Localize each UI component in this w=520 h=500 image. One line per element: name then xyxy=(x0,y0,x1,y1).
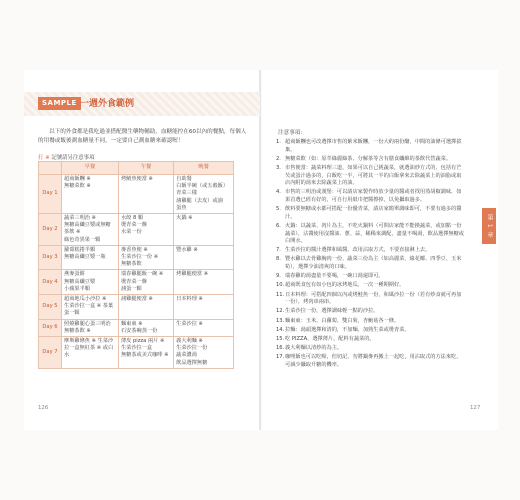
menu-line: 水 xyxy=(64,352,70,359)
day-cell: Day 5 xyxy=(39,295,62,320)
day-cell: Day 6 xyxy=(39,319,62,336)
menu-line: 麥香魚便 ※ xyxy=(120,246,148,253)
menu-line: 無糖茶或美式咖啡 ※ xyxy=(120,352,169,359)
table-row xyxy=(39,270,234,295)
note-text: 吃 PIZZA，選擇薄片，配料有蔬菜的。 xyxy=(285,335,375,342)
menu-line: 無糖茶飲 xyxy=(120,261,142,268)
menu-line: 無糖高纖豆漿 xyxy=(64,278,96,285)
sample-tag: SAMPLE xyxy=(38,97,81,110)
note-number: 7. xyxy=(276,247,281,254)
table-header-row xyxy=(39,162,234,175)
note-item xyxy=(276,282,466,290)
note-number: 6. xyxy=(276,222,281,229)
menu-line: 義大利麵 ※ xyxy=(176,338,203,345)
note-item xyxy=(276,256,466,271)
note-text: 義大利麵以清炒的為主。 xyxy=(285,345,343,352)
table-body xyxy=(39,175,234,369)
dinner-cell xyxy=(174,214,234,246)
menu-line: 燕麥蛋餅 xyxy=(64,271,85,278)
menu-line: 麵東東 ※ xyxy=(120,320,143,327)
menu-line: 摩斯雞條魚 ※ 生菜沙 xyxy=(64,338,114,345)
weekly-menu-table xyxy=(38,161,234,369)
menu-line: 滷蛋一顆 xyxy=(120,285,142,292)
menu-line: 烤雞腿便當 ※ xyxy=(176,271,209,278)
breakfast-cell xyxy=(62,270,119,295)
note-number: 13. xyxy=(276,317,285,324)
menu-line: 蘿蔔糕捲半顆 xyxy=(64,246,96,253)
menu-line: 無糖茶飲 ※ xyxy=(64,327,91,334)
chapter-side-tab: 第 1 章 xyxy=(482,208,496,244)
note-number: 8. xyxy=(276,256,281,263)
book-gutter xyxy=(259,70,261,430)
menu-line: 飲品選擇無糖 xyxy=(176,359,208,366)
day-cell: Day 1 xyxy=(39,175,62,214)
menu-line: 蔬菜三明治 ※ xyxy=(64,215,96,222)
note-item xyxy=(276,336,466,344)
note-text: 豐水雞以去骨雞胸肉一份、蔬菜三份為主（如高麗菜、綠花椰、四季豆、玉米筍），選擇少油清爽的口味。 xyxy=(285,256,462,271)
dinner-cell xyxy=(174,245,234,270)
note-number: 1. xyxy=(276,139,281,145)
note-text: 生菜沙拉一份，選擇調味輕一點的沙拉。 xyxy=(285,308,379,315)
note-text: 市售的三明治或漢堡：可以請店家製作時放少量的醬或者找用蒸胡椒調味，如果首選已經有好的，可自行用紙巾把醬擦掉，以免攝取過多。 xyxy=(285,189,462,203)
table-row xyxy=(39,214,234,246)
menu-line: 生菜沙拉一盒 ※ 茶葉 xyxy=(64,303,114,310)
note-number: 16. xyxy=(276,345,285,352)
note-item xyxy=(276,223,466,246)
breakfast-cell xyxy=(62,337,119,369)
breakfast-cell xyxy=(62,319,119,336)
note-text: 超商既食包有如小包的冰烤地瓜，一次一種期期好。 xyxy=(285,282,405,289)
table-row xyxy=(39,245,234,270)
note-item xyxy=(276,327,466,335)
table-row xyxy=(39,337,234,369)
dinner-cell xyxy=(174,270,234,295)
note-text: 生菜沙拉的醬汁選擇和風醬，改用沾取方式，不要直接淋上去。 xyxy=(285,247,431,254)
note-number: 3. xyxy=(276,164,281,171)
menu-line: 生菜沙拉一份 ※ xyxy=(120,254,159,261)
lunch-cell xyxy=(118,319,173,336)
menu-line: 無糖高纖豆漿一瓶 xyxy=(64,254,106,261)
menu-line: 豐水雞 ※ xyxy=(176,246,198,253)
note-text: 記號請另注意事項 xyxy=(51,155,95,161)
note-mark: 打 ※ xyxy=(38,155,50,161)
note-item xyxy=(276,206,466,221)
menu-line: 小蘋果半顆 xyxy=(64,285,90,292)
day-cell: Day 2 xyxy=(39,214,62,246)
lunch-cell xyxy=(118,245,173,270)
menu-line: 茶飲 ※ xyxy=(64,229,81,236)
menu-line: 火鍋 ※ xyxy=(176,215,193,222)
note-text: 無糖菜飲（如：原萃綠麗綠茶、分解茶等含有膳食纖維的茶飲代替蔬菜。 xyxy=(285,155,452,162)
note-item xyxy=(276,139,466,154)
note-item xyxy=(276,308,466,316)
menu-line: 滷雞腿（去皮）或滷 xyxy=(176,197,223,204)
lunch-cell xyxy=(118,175,173,214)
header-cell xyxy=(39,162,62,175)
menu-line: 水菜一份 xyxy=(120,229,142,236)
menu-line: 蔬菜濃湯 xyxy=(176,352,197,359)
note-item xyxy=(276,345,466,353)
note-item xyxy=(276,156,466,164)
dinner-cell xyxy=(174,295,234,320)
note-text: 飲料要無糖或水都可搭配一份優青菜，請店家簡單調味即可，不要有過多的醬汁。 xyxy=(285,206,462,220)
note-item xyxy=(276,189,466,204)
breakfast-cell xyxy=(62,245,119,270)
menu-line: 日本料理 ※ xyxy=(176,296,203,303)
breakfast-cell xyxy=(62,214,119,246)
lunch-cell xyxy=(118,214,173,246)
menu-line: 生菜沙拉 ※ xyxy=(176,320,203,327)
note-text: 麵東東：玉米，白蘿蔔，雙白菊，杏鮑菇各一條。 xyxy=(285,317,400,324)
breakfast-cell xyxy=(62,175,119,214)
menu-line: 烤鯖魚便當 ※ xyxy=(120,176,153,182)
note-item xyxy=(276,292,466,307)
note-item xyxy=(276,318,466,326)
note-text: 超商飯糰也可改選擇市售的紫米飯糰，一份大約兩份醣，中間的油條可選擇拔棄。 xyxy=(285,139,462,153)
note-number: 12. xyxy=(276,308,285,315)
menu-line: 水餃 8 顆 xyxy=(120,215,144,222)
note-number: 9. xyxy=(276,273,281,280)
breakfast-cell xyxy=(62,295,119,320)
notes-list xyxy=(276,139,466,371)
note-text: 市售便當：蔬菜料理三道，如果可以自己挑蔬菜，就選油炒方式的，包括有芒芡或蛋汁過多的，白飯吃一半，可將其一半的白飯拿來去除蔬菜上的油脂或取店內附的湯來去除蔬菜上的油。 xyxy=(285,164,462,187)
menu-line: 滷雞腿便當 ※ xyxy=(120,296,153,303)
menu-line: 綠色奇異果一顆 xyxy=(64,236,101,243)
menu-line: 薄皮 pizza 兩片 ※ xyxy=(120,338,165,345)
menu-line: 石安茶碗蒸一份 xyxy=(120,327,158,334)
notes-title: 注意事項： xyxy=(278,130,306,136)
note-text: 拉麵：湯頭選擇和清的，不加麵，加熟生菜或燙青菜。 xyxy=(285,326,410,333)
note-number: 11. xyxy=(276,291,285,298)
note-number: 5. xyxy=(276,206,281,213)
note-number: 15. xyxy=(276,335,285,342)
lunch-cell xyxy=(118,270,173,295)
day-cell: Day 7 xyxy=(39,337,62,369)
menu-line: 超商飯糰 ※ xyxy=(64,176,91,182)
note-number: 14. xyxy=(276,326,285,333)
table-row xyxy=(39,295,234,320)
menu-line: 白飯半碗（或五穀飯） xyxy=(176,183,229,190)
page-number-right: 127 xyxy=(470,405,481,411)
note-text: 瑞春雞的湯盡量不要喝，一碗口湯還即可。 xyxy=(285,273,384,280)
menu-line: 瑞春雞腿飯一碗 ※ xyxy=(120,271,164,278)
menu-line: 生菜沙拉一盒 xyxy=(120,345,153,352)
menu-line: 拉一盒無紅茶 ※ 或白 xyxy=(64,345,114,352)
note-item xyxy=(276,273,466,281)
note-label xyxy=(38,153,94,161)
table-row xyxy=(39,319,234,336)
dinner-cell xyxy=(174,175,234,214)
note-number: 10. xyxy=(276,282,285,289)
table-row xyxy=(39,175,234,214)
menu-line: 蛋一顆 xyxy=(64,310,80,317)
menu-line: 無糖高纖豆漿或無糖 xyxy=(64,222,111,229)
menu-line: 燙青菜一盤 xyxy=(120,222,147,229)
note-text: 咖哩飯也可以吃喔，但切記，勿將鍋麥再搬上一起吃，用沾取式的方法來吃，可減少攝取升糖的機率。 xyxy=(285,354,462,368)
header-cell: 晚餐 xyxy=(174,162,234,175)
note-text: 日本料理：可搭配四個以內或烤鮭魚一份，和風沙拉一份（若有炒食就可再加一份），烤肉串兩串。 xyxy=(285,291,462,306)
day-cell: Day 4 xyxy=(39,270,62,295)
intro-paragraph xyxy=(38,128,250,146)
menu-line: 無糖菜飲 ※ xyxy=(64,183,91,190)
header-cell: 午餐 xyxy=(118,162,173,175)
section-title: 一週外食範例 xyxy=(80,99,135,109)
note-number: 2. xyxy=(276,155,281,162)
note-item xyxy=(276,247,466,255)
header-cell: 早餐 xyxy=(62,162,119,175)
note-text: 火鍋：以蔬菜、肉片為主，不吃火鍋料（可問店家能不能換蔬菜，或加點一份蔬菜），沾醬使用沒醬油、蔥、蒜，稀稀來調配，盡量不喝湯，飲品選擇無糖或白開水。 xyxy=(285,222,464,245)
dinner-cell xyxy=(174,337,234,369)
intro-text: 以下的外食都是我吃過並搭配醫生藥物輔助，血糖能控在60以內的餐點，每個人的用餐或飯後測血糖量不同，一定要自己測血糖來確認喔！ xyxy=(38,129,247,144)
menu-line: 蛋魚 xyxy=(176,204,187,211)
note-number: 17. xyxy=(276,354,285,361)
menu-line: 自助餐 xyxy=(176,176,192,182)
page-number-left: 126 xyxy=(38,405,49,411)
menu-line: 照燒雞腿心蛋三明治 xyxy=(64,320,111,327)
lunch-cell xyxy=(118,337,173,369)
note-item xyxy=(276,354,466,369)
menu-line: 超商地瓜小沙拉 ※ xyxy=(64,296,107,303)
menu-line: 燙青菜一盤 xyxy=(120,278,147,285)
note-number: 4. xyxy=(276,189,281,196)
menu-line: 生菜沙拉一份 xyxy=(176,345,208,352)
menu-line: 青菜三樣 xyxy=(176,190,197,197)
day-cell: Day 3 xyxy=(39,245,62,270)
note-item xyxy=(276,165,466,188)
lunch-cell xyxy=(118,295,173,320)
dinner-cell xyxy=(174,319,234,336)
